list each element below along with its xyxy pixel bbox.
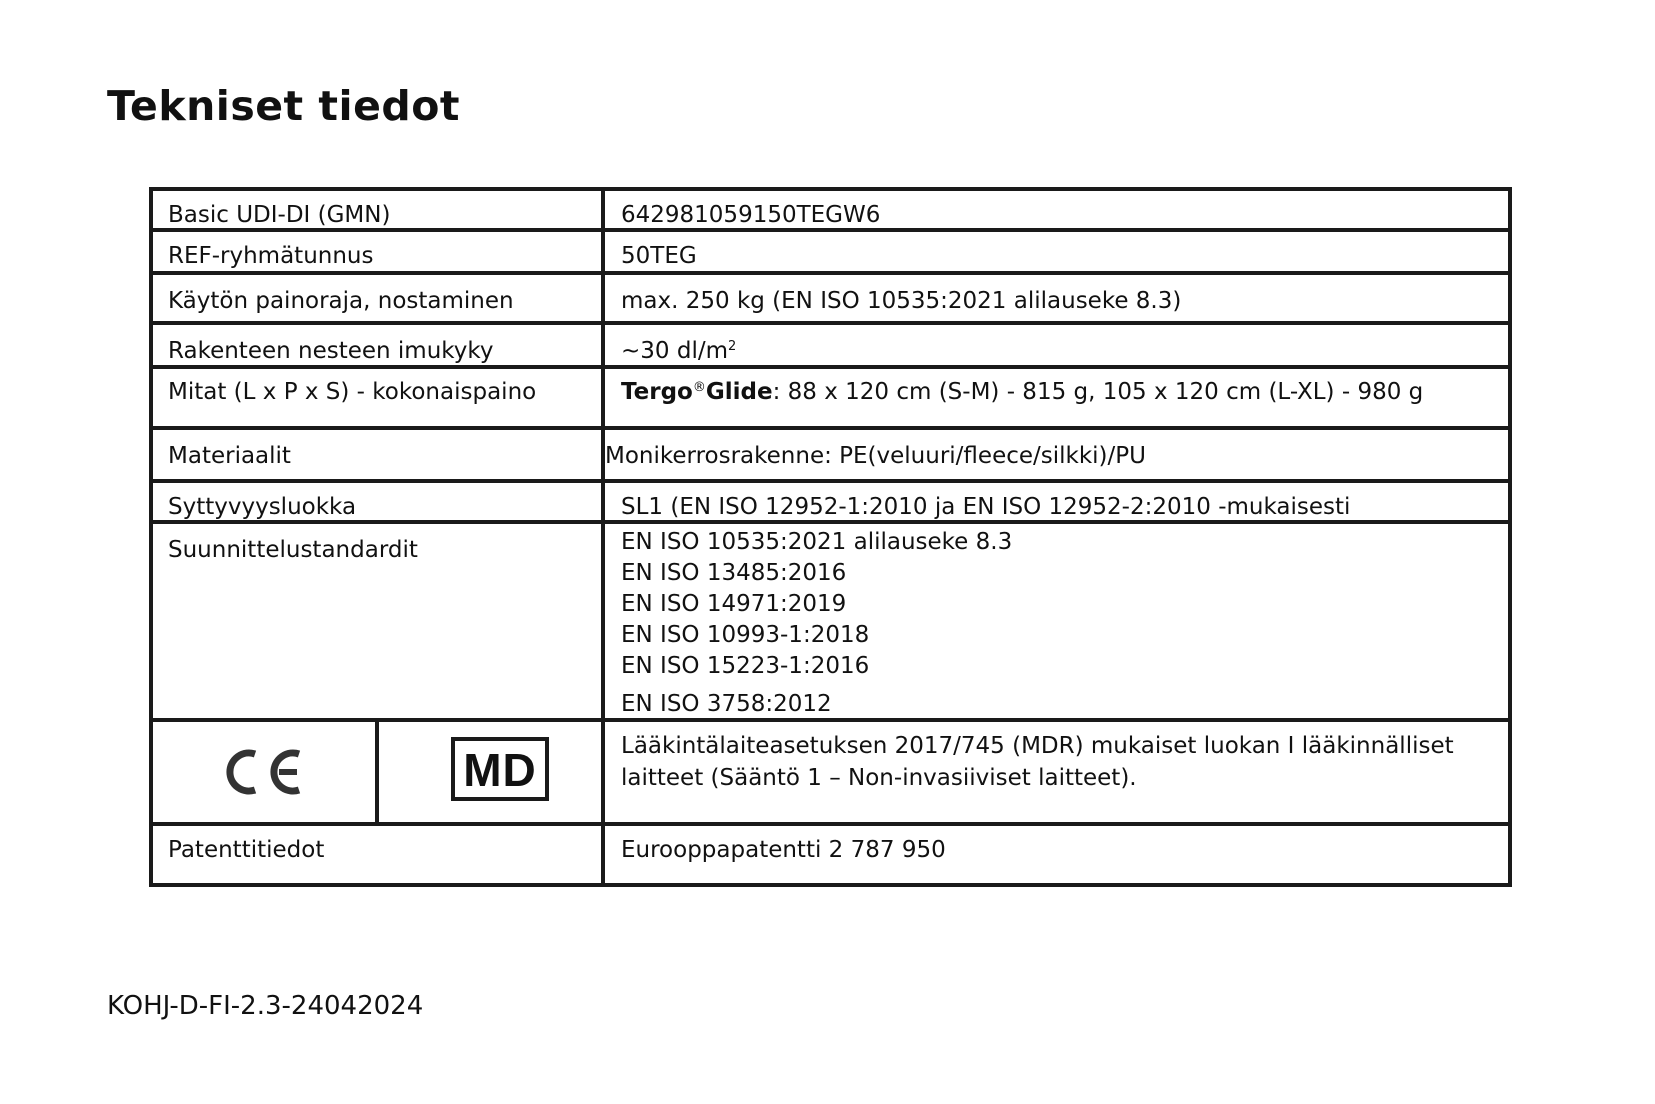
row-label: REF-ryhmätunnus — [153, 232, 605, 271]
md-icon: MD — [451, 737, 549, 801]
table-row-regulatory-marks — [153, 722, 1508, 826]
table-row-flammability — [153, 483, 1508, 524]
row-value — [605, 369, 1508, 426]
row-label: Syttyvyysluokka — [153, 483, 605, 520]
table-row-dimensions — [153, 369, 1508, 430]
list-item: EN ISO 15223-1:2016 — [621, 653, 870, 679]
row-value — [605, 325, 1508, 365]
product-name: Glide — [705, 379, 773, 405]
row-value: 642981059150TEGW6 — [621, 202, 881, 228]
row-label: Basic UDI-DI (GMN) — [153, 191, 605, 228]
standards-list — [605, 524, 1508, 718]
table-row-udi — [153, 191, 1508, 232]
table-row-patent — [153, 826, 1508, 883]
dimensions-text: : 88 x 120 cm (S-M) - 815 g, 105 x 120 cm (L-XL) - 980 g — [772, 379, 1424, 405]
table-row-materials — [153, 430, 1508, 483]
row-label: Käytön painoraja, nostaminen — [153, 275, 605, 321]
specification-table — [149, 187, 1512, 887]
list-item: EN ISO 13485:2016 — [621, 560, 847, 586]
row-label: Mitat (L x P x S) - kokonaispaino — [153, 369, 605, 426]
md-mark — [379, 722, 601, 822]
list-item: EN ISO 3758:2012 — [621, 691, 832, 717]
row-value: Lääkintälaiteasetuksen 2017/745 (MDR) mukaiset luokan I lääkinnälliset laitteet (Sääntö 1 – Non-invasiiviset laitteet). — [621, 733, 1454, 791]
ce-mark — [153, 722, 379, 822]
row-value: Monikerrosrakenne: PE(veluuri/fleece/silkki)/PU — [605, 443, 1146, 469]
ce-icon — [221, 747, 307, 797]
superscript: 2 — [728, 339, 737, 354]
row-label: Suunnittelustandardit — [153, 524, 605, 718]
row-label: Patenttitiedot — [153, 826, 605, 883]
row-label: Materiaalit — [153, 430, 605, 479]
table-row-standards — [153, 524, 1508, 722]
brand-name: Tergo — [621, 379, 693, 405]
absorbency-value: ~30 dl/m — [621, 338, 728, 364]
list-item: EN ISO 10993-1:2018 — [621, 622, 870, 648]
row-value: 50TEG — [621, 243, 697, 269]
document-code: KOHJ-D-FI-2.3-24042024 — [107, 991, 424, 1021]
row-value: max. 250 kg (EN ISO 10535:2021 alilauseke 8.3) — [621, 288, 1182, 314]
regulatory-marks — [153, 722, 605, 822]
table-row-weight-limit — [153, 275, 1508, 325]
table-row-ref — [153, 232, 1508, 275]
row-label: Rakenteen nesteen imukyky — [153, 325, 605, 365]
row-value: Eurooppapatentti 2 787 950 — [621, 837, 946, 863]
row-value: SL1 (EN ISO 12952-1:2010 ja EN ISO 12952-2:2010 -mukaisesti — [621, 494, 1351, 520]
table-row-absorbency — [153, 325, 1508, 369]
page-title: Tekniset tiedot — [107, 82, 460, 130]
list-item: EN ISO 14971:2019 — [621, 591, 847, 617]
registered-mark: ® — [692, 380, 706, 395]
list-item: EN ISO 10535:2021 alilauseke 8.3 — [621, 529, 1013, 555]
